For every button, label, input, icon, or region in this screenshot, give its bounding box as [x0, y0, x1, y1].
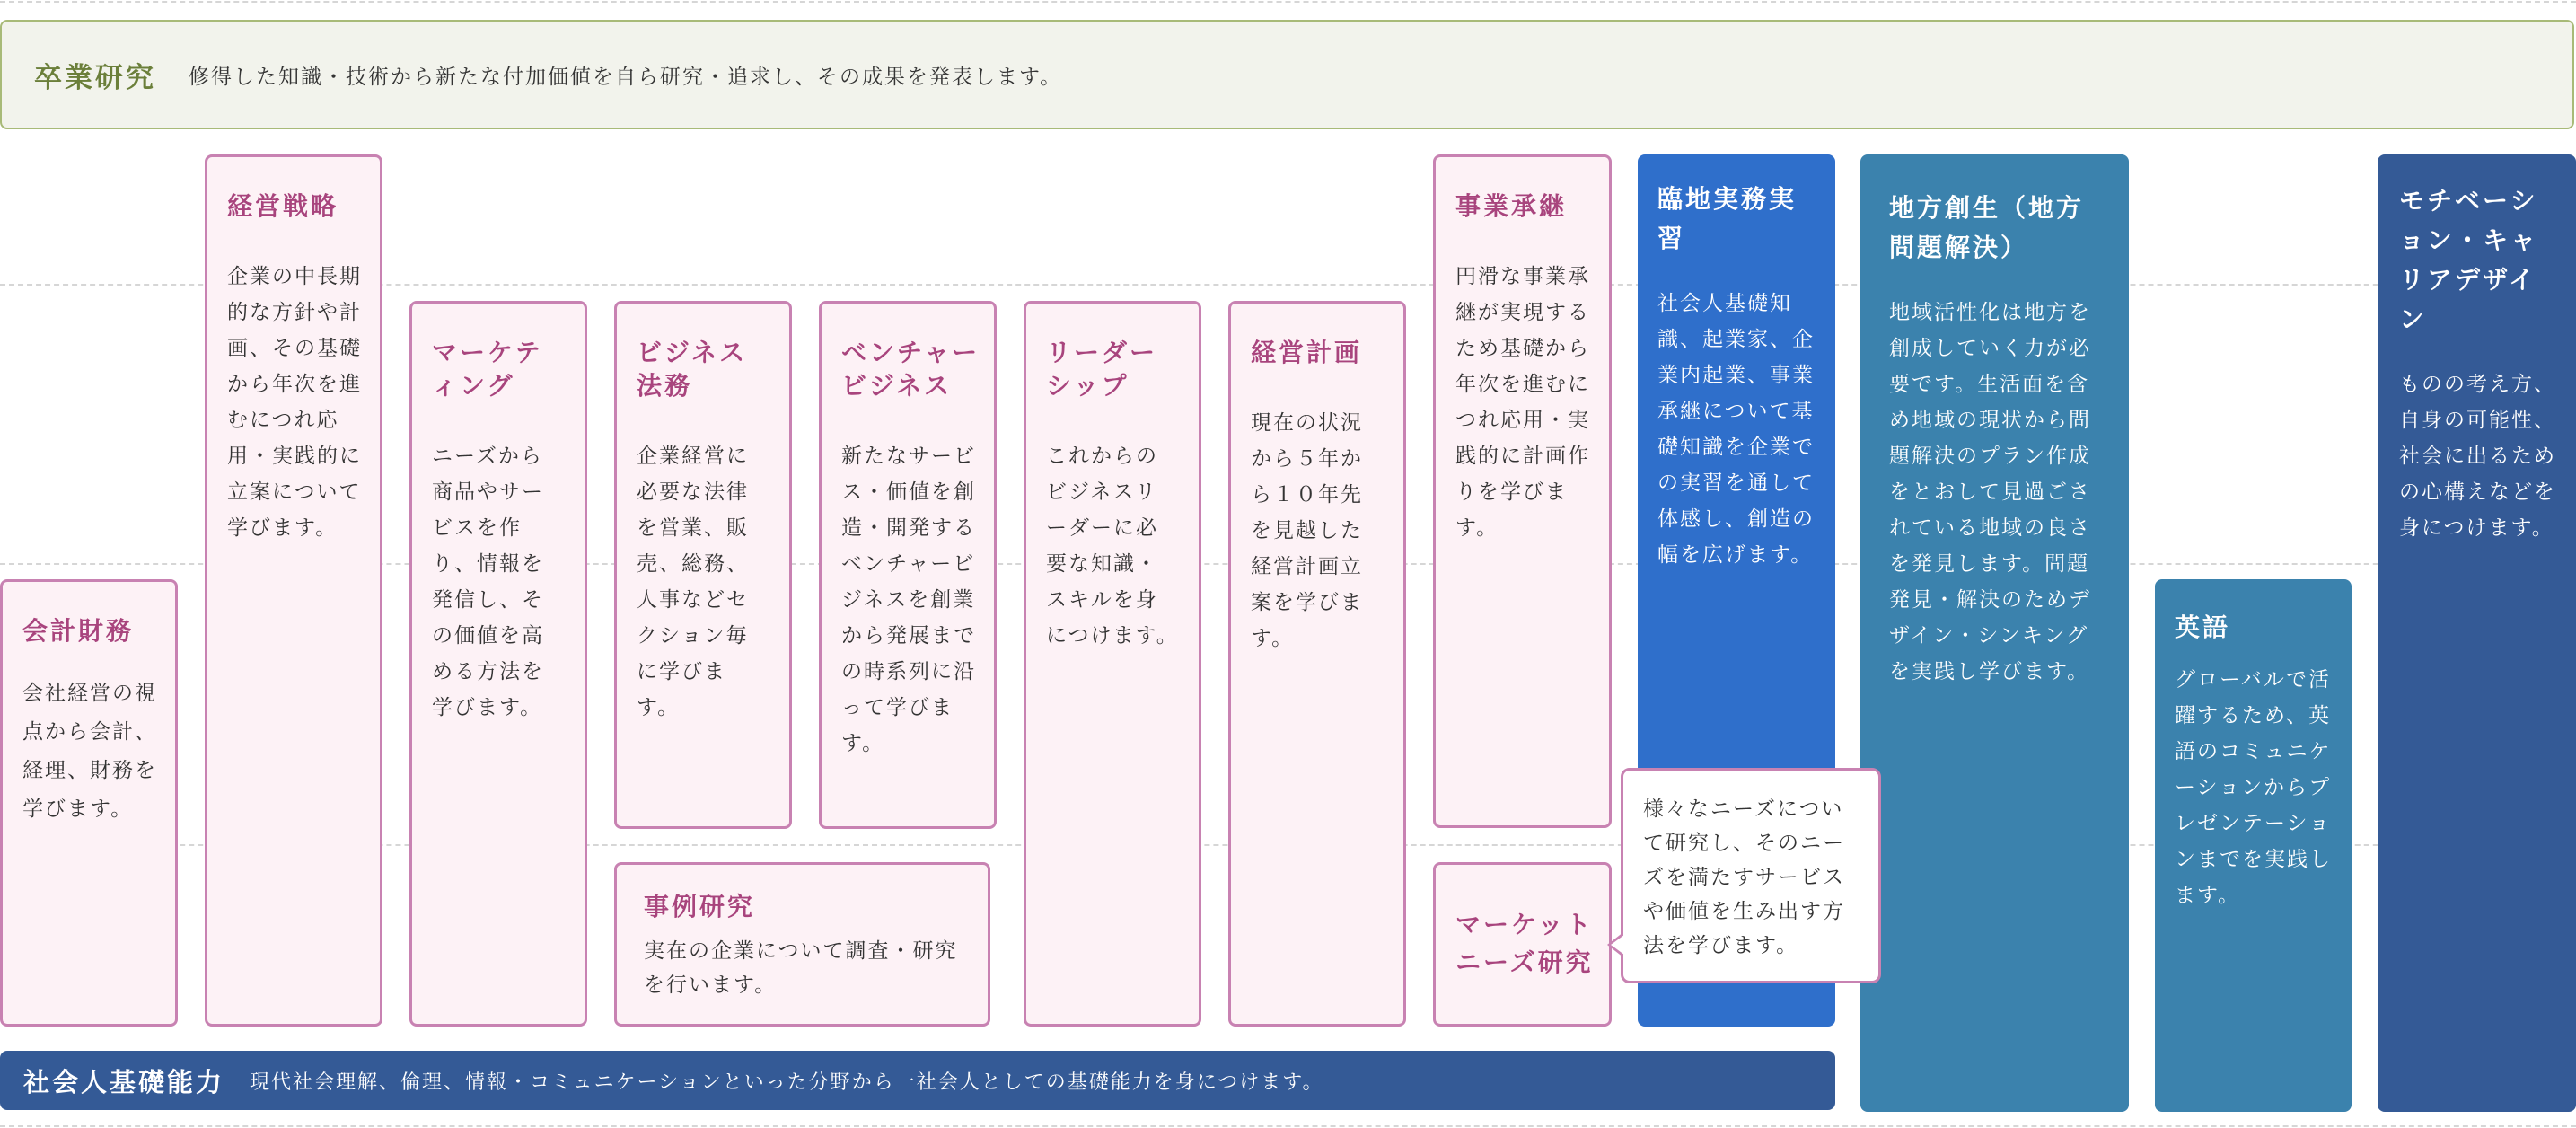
course-strategy[interactable]: [205, 154, 382, 1027]
graduation-research-title: 卒業研究: [34, 61, 156, 94]
course-case-study[interactable]: [614, 862, 990, 1027]
course-title: 臨地実務実習: [1657, 184, 1798, 253]
course-title: マーケットニーズ研究: [1455, 910, 1594, 977]
course-title: 英語: [2175, 612, 2231, 642]
course-body: 会社経営の視点から会計、経理、財務を学びます。: [22, 682, 157, 821]
graduation-research-banner: [0, 20, 2574, 129]
course-body: 地域活性化は地方を創成していく力が必要です。生活面を含め地域の現状から問題解決のプラン作成をとおして見過ごされている地域の良さを発見します。問題発見・解決のためデザイン・シンキングを実践し学びます。: [1889, 301, 2091, 683]
social-foundation-title: 社会人基礎能力: [23, 1066, 225, 1097]
course-title: ビジネス法務: [637, 338, 748, 401]
course-body: 円滑な事業承継が実現するため基礎から年次を進むにつれ応用・実践的に計画作りを学びます。: [1455, 265, 1590, 540]
course-leadership[interactable]: [1024, 301, 1201, 1027]
course-body: 実在の企業について調査・研究を行います。: [644, 939, 958, 997]
course-title: モチベーション・キャリアデザイン: [2399, 186, 2539, 334]
course-business-plan[interactable]: [1228, 301, 1406, 1027]
course-body: ものの考え方、自身の可能性、社会に出るための心構えなどを身につけます。: [2399, 373, 2556, 540]
social-foundation-desc: 現代社会理解、倫理、情報・コミュニケーションといった分野から一社会人としての基礎能力を身につけます。: [250, 1071, 1324, 1094]
course-succession[interactable]: [1433, 154, 1612, 828]
course-body: 新たなサービス・価値を創造・開発するベンチャービジネスを創業から発展までの時系列に沿って学びます。: [841, 445, 976, 755]
course-market-needs[interactable]: [1433, 862, 1612, 1027]
course-title: 事例研究: [644, 892, 756, 921]
course-body: ニーズから商品やサービスを作り、情報を発信し、その価値を高める方法を学びます。: [432, 445, 544, 719]
course-body: 社会人基礎知識、起業家、企業内起業、事業承継について基礎知識を企業での実習を通して体感し、創造の幅を広げます。: [1657, 292, 1815, 567]
course-venture[interactable]: [819, 301, 997, 829]
market-needs-callout: [1621, 768, 1881, 983]
course-title: 会計財務: [22, 616, 135, 646]
grid-line: [0, 1125, 2576, 1127]
course-english[interactable]: [2155, 579, 2352, 1112]
course-career-design[interactable]: [2378, 154, 2576, 1112]
course-title: ベンチャービジネス: [841, 338, 980, 401]
grid-line: [0, 284, 2576, 286]
callout-pointer: [1607, 932, 1623, 957]
course-title: 経営計画: [1251, 338, 1363, 367]
course-body: 企業の中長期的な方針や計画、その基礎から年次を進むにつれ応用・実践的に立案について学びます。: [227, 265, 362, 540]
social-foundation-banner: [0, 1051, 1835, 1110]
course-body: 企業経営に必要な法律を営業、販売、総務、人事などセクション毎に学びます。: [637, 445, 749, 719]
course-title: 事業承継: [1455, 191, 1568, 221]
callout-text: 様々なニーズについて研究し、そのニーズを満たすサービスや価値を生み出す方法を学びます。: [1643, 798, 1845, 957]
course-title: マーケティング: [432, 338, 543, 401]
course-body: グローバルで活躍するため、英語のコミュニケーションからプレゼンテーションまでを実践します。: [2175, 668, 2332, 907]
course-title: リーダーシップ: [1046, 338, 1158, 401]
course-business-law[interactable]: [614, 301, 792, 829]
grid-line: [0, 1, 2576, 3]
course-title: 経営戦略: [227, 191, 339, 221]
course-title: 地方創生（地方問題解決）: [1889, 193, 2085, 262]
course-body: これからのビジネスリーダーに必要な知識・スキルを身につけます。: [1046, 445, 1179, 648]
course-accounting[interactable]: [0, 579, 178, 1027]
course-body: 現在の状況から５年から１０年先を見越した経営計画立案を学びます。: [1251, 411, 1363, 650]
course-marketing[interactable]: [409, 301, 587, 1027]
course-regional-revitalization[interactable]: [1860, 154, 2129, 1112]
graduation-research-desc: 修得した知識・技術から新たな付加価値を自ら研究・追求し、その成果を発表します。: [189, 65, 1063, 89]
